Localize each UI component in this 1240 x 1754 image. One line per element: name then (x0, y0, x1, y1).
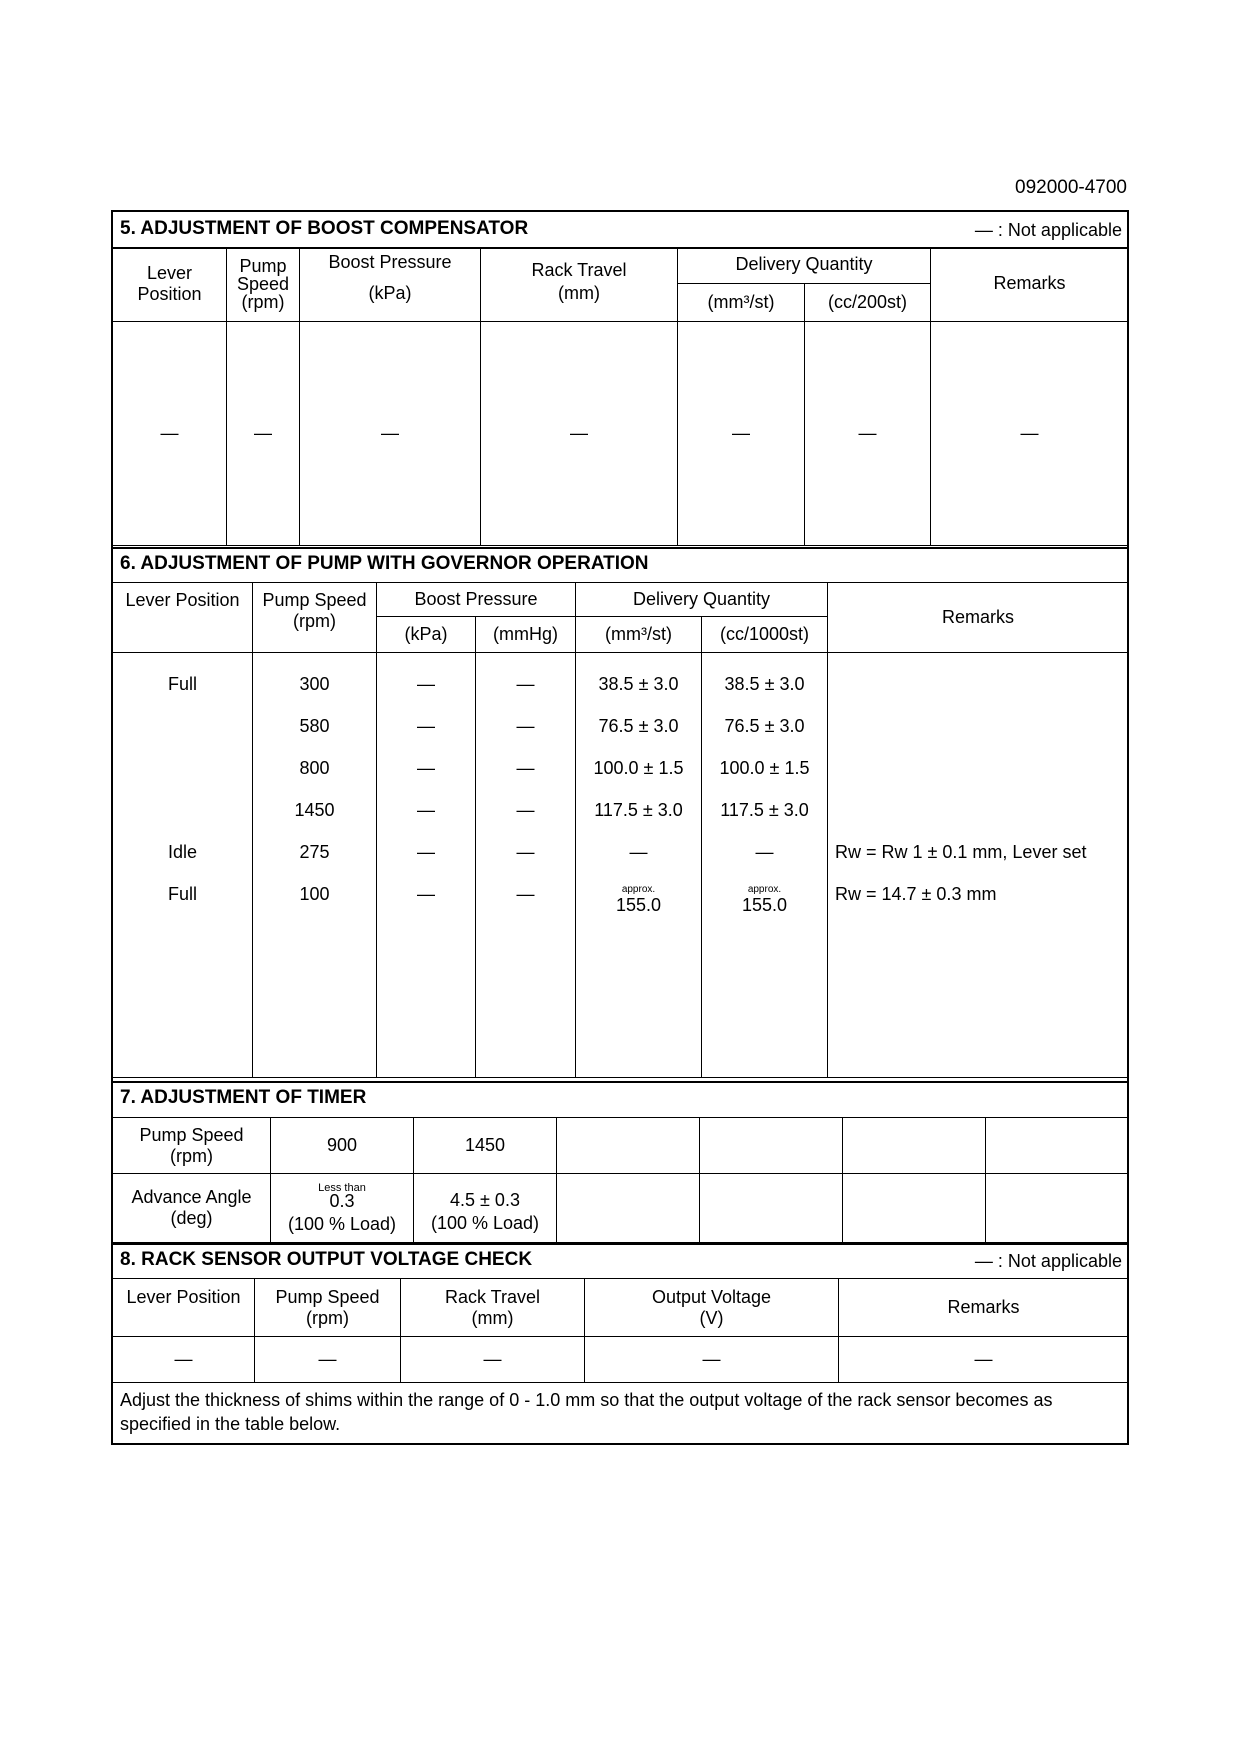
approx-label: approx. (747, 884, 782, 895)
delivery-cc-column (702, 653, 828, 1078)
timer-speed-cell: 1450 (414, 1118, 557, 1174)
table-cell: 76.5 ± 3.0 (598, 716, 679, 736)
col-delivery-mm3: (mm³/st) (678, 283, 805, 321)
table-cell: — (417, 716, 435, 736)
governor-operation-table (112, 582, 1129, 1078)
rack-sensor-table (112, 1278, 1129, 1383)
cell-remarks: — (839, 1337, 1129, 1383)
table-cell: — (629, 842, 648, 862)
table-cell: 300 (299, 674, 330, 694)
document-number: 092000-4700 (1015, 177, 1127, 198)
table-cell: — (417, 758, 435, 778)
col-delivery-quantity: Delivery Quantity (576, 583, 828, 617)
col-pump-speed: Pump Speed (rpm) (255, 1279, 401, 1337)
table-cell: 100.0 ± 1.5 (593, 758, 684, 778)
cell-delivery-mm3: — (678, 321, 805, 545)
table-cell: — (516, 758, 535, 778)
table-cell: approx. 155.0 (702, 885, 827, 927)
empty-cell (557, 1174, 700, 1243)
empty-cell (843, 1174, 986, 1243)
section-8-title: 8. RACK SENSOR OUTPUT VOLTAGE CHECK (120, 1249, 533, 1270)
table-cell: — (516, 674, 535, 694)
empty-cell (986, 1174, 1129, 1243)
table-cell: — (516, 842, 535, 862)
table-row (113, 321, 1129, 545)
table-cell: — (516, 716, 535, 736)
col-delivery-mm3: (mm³/st) (576, 617, 702, 653)
table-cell: 100 (299, 884, 330, 904)
table-body (113, 653, 1129, 1078)
col-boost-mmhg: (mmHg) (476, 617, 576, 653)
table-cell (828, 663, 1128, 705)
table-cell (828, 789, 1128, 831)
table-cell: — (417, 842, 435, 862)
table-cell: Idle (167, 842, 198, 862)
table-cell: 275 (299, 842, 330, 862)
delivery-mm3-column (576, 653, 702, 1078)
section-6-title: 6. ADJUSTMENT OF PUMP WITH GOVERNOR OPERATION (120, 553, 649, 574)
table-cell (828, 705, 1128, 747)
remarks-column (828, 653, 1129, 1078)
section-7-title: 7. ADJUSTMENT OF TIMER (120, 1087, 367, 1108)
table-cell: — (516, 884, 535, 904)
table-cell: 38.5 ± 3.0 (598, 674, 679, 694)
cell-remarks: — (931, 321, 1129, 545)
timer-speed-cell: 900 (271, 1118, 414, 1174)
empty-cell (557, 1118, 700, 1174)
col-delivery-cc: (cc/200st) (805, 283, 931, 321)
cell-boost: — (300, 321, 481, 545)
cell-rack: — (481, 321, 678, 545)
table-cell: — (417, 884, 435, 904)
table-cell: Rw = Rw 1 ± 0.1 mm, Lever set (835, 842, 1087, 862)
empty-cell (843, 1118, 986, 1174)
timer-table (112, 1117, 1129, 1243)
table-cell: 100.0 ± 1.5 (719, 758, 810, 778)
timer-angle-cell: Less than 0.3 (100 % Load) (271, 1174, 414, 1243)
empty-cell (700, 1174, 843, 1243)
cell-speed: — (255, 1337, 401, 1383)
table-cell: 38.5 ± 3.0 (724, 674, 805, 694)
empty-cell (700, 1118, 843, 1174)
table-cell (113, 705, 252, 747)
col-lever-position: Lever Position (113, 247, 227, 321)
table-cell: 580 (299, 716, 330, 736)
not-applicable-note: — : Not applicable (974, 1251, 1122, 1271)
boost-mmhg-column (476, 653, 576, 1078)
table-cell: approx. 155.0 (576, 885, 701, 927)
table-row (113, 1337, 1129, 1383)
cell-speed: — (227, 321, 300, 545)
boost-kpa-column (377, 653, 476, 1078)
col-remarks: Remarks (828, 583, 1129, 653)
col-boost-pressure: Boost Pressure (kPa) (300, 247, 481, 321)
col-rack-travel: Rack Travel (mm) (481, 247, 678, 321)
speed-column (253, 653, 377, 1078)
row-label-pump-speed: Pump Speed (rpm) (113, 1118, 271, 1174)
section-divider (112, 1243, 1128, 1245)
shim-adjustment-note: Adjust the thickness of shims within the range of 0 - 1.0 mm so that the output voltage of the rack sensor becomes as specified in the table below. (120, 1390, 1053, 1434)
row-label-advance-angle: Advance Angle (deg) (113, 1174, 271, 1243)
table-cell: — (417, 674, 435, 694)
section-divider (112, 1081, 1128, 1083)
table-cell: 117.5 ± 3.0 (720, 800, 809, 820)
less-than-label: Less than (318, 1181, 366, 1194)
table-cell: 76.5 ± 3.0 (724, 716, 805, 736)
section-divider (112, 247, 1128, 249)
col-pump-speed: Pump Speed (rpm) (227, 247, 300, 321)
cell-lever: — (113, 321, 227, 545)
col-rack-travel: Rack Travel (mm) (401, 1279, 585, 1337)
col-pump-speed: Pump Speed (rpm) (253, 583, 377, 653)
lever-column (113, 653, 253, 1078)
empty-cell (986, 1118, 1129, 1174)
col-delivery-quantity: Delivery Quantity (678, 247, 931, 283)
table-cell (113, 789, 252, 831)
table-cell: — (417, 800, 435, 820)
section-divider (112, 547, 1128, 549)
table-cell: Rw = 14.7 ± 0.3 mm (835, 884, 997, 904)
col-boost-pressure: Boost Pressure (377, 583, 576, 617)
not-applicable-note: — : Not applicable (974, 220, 1122, 240)
table-cell (113, 747, 252, 789)
col-boost-kpa: (kPa) (377, 617, 476, 653)
table-cell: Full (167, 674, 197, 694)
cell-delivery-cc: — (805, 321, 931, 545)
section-5-title: 5. ADJUSTMENT OF BOOST COMPENSATOR (120, 218, 529, 239)
table-cell: — (516, 800, 535, 820)
cell-lever: — (113, 1337, 255, 1383)
table-cell: Full (167, 884, 197, 904)
boost-compensator-table (112, 247, 1129, 546)
cell-rack: — (401, 1337, 585, 1383)
approx-label: approx. (621, 884, 656, 895)
table-cell: 117.5 ± 3.0 (594, 800, 683, 820)
col-remarks: Remarks (839, 1279, 1129, 1337)
cell-voltage: — (585, 1337, 839, 1383)
timer-angle-cell: 4.5 ± 0.3 (100 % Load) (414, 1174, 557, 1243)
col-delivery-cc: (cc/1000st) (702, 617, 828, 653)
col-remarks: Remarks (931, 247, 1129, 321)
table-cell: 800 (299, 758, 330, 778)
col-output-voltage: Output Voltage (V) (585, 1279, 839, 1337)
col-lever-position: Lever Position (113, 1279, 255, 1337)
col-lever-position: Lever Position (113, 583, 253, 653)
table-cell: — (755, 842, 774, 862)
table-cell (828, 747, 1128, 789)
table-cell: 1450 (294, 800, 335, 820)
